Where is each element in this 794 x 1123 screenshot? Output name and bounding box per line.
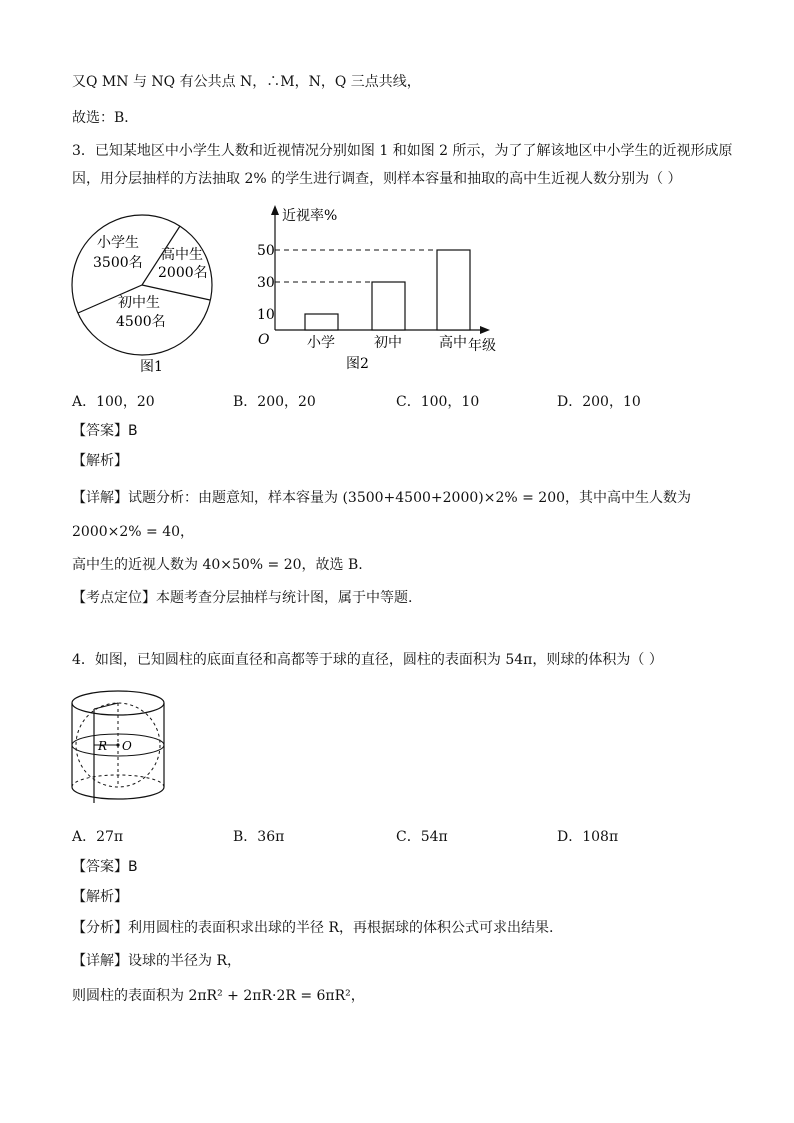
x-axis-label: 年级: [468, 338, 496, 354]
q4-stem: 4．如图，已知圆柱的底面直径和高都等于球的直径，圆柱的表面积为 54π，则球的体积为（ ）: [72, 652, 663, 668]
q3-stem-line2: 因，用分层抽样的方法抽取 2% 的学生进行调查，则样本容量和抽取的高中生近视人数分别为（ ）: [72, 171, 682, 187]
q4-detail-line2: 则圆柱的表面积为 2πR² + 2πR·2R = 6πR²，: [72, 988, 365, 1004]
figure-2-caption: 图2: [346, 356, 369, 372]
q3-kaodian: 【考点定位】本题考查分层抽样与统计图，属于中等题.: [72, 590, 413, 606]
q3-detail-line1: 【详解】试题分析：由题意知，样本容量为 (3500+4500+2000)×2% = 200，其中高中生人数为: [72, 490, 692, 506]
y-tick-label: 50: [257, 243, 275, 259]
bar: [372, 282, 405, 330]
q4-analysis-label: 【解析】: [72, 889, 128, 905]
q4-option-d: D．108π: [557, 829, 619, 845]
pie-value-middle: 4500名: [116, 314, 166, 330]
q4-option-b: B．36π: [233, 829, 285, 845]
q4-option-c: C．54π: [396, 829, 448, 845]
q4-analysis: 【分析】利用圆柱的表面积求出球的半径 R，再根据球的体积公式可求出结果.: [72, 920, 554, 936]
q3-detail-line3: 高中生的近视人数为 40×50% = 20，故选 B.: [72, 557, 363, 573]
y-tick-label: 30: [257, 275, 275, 291]
q3-answer: 【答案】B: [72, 423, 138, 439]
figure-1-pie: [70, 205, 220, 380]
origin-label: O: [258, 332, 270, 348]
x-tick-label: 初中: [374, 335, 402, 351]
q4-option-a: A．27π: [72, 829, 124, 845]
prev-choose: 故选：B．: [72, 110, 139, 126]
q3-option-d: D．200，10: [557, 394, 641, 410]
q4-answer: 【答案】B: [72, 859, 138, 875]
q3-stem-line1: 3．已知某地区中小学生人数和近视情况分别如图 1 和如图 2 所示，为了了解该地区中小学生的近视形成原: [72, 143, 733, 159]
y-axis-label: 近视率%: [282, 208, 338, 224]
q3-option-a: A．100，20: [72, 394, 155, 410]
figure-2-bar-chart: [250, 200, 510, 380]
x-tick-label: 高中: [439, 335, 467, 351]
pie-label-high: 高中生: [161, 247, 203, 263]
bar: [305, 314, 338, 330]
pie-value-primary: 3500名: [93, 255, 143, 271]
q3-option-c: C．100，10: [396, 394, 480, 410]
pie-label-middle: 初中生: [118, 295, 160, 311]
bar: [437, 250, 470, 330]
center-label: O: [122, 739, 132, 753]
q3-analysis-label: 【解析】: [72, 453, 128, 469]
prev-line: 又Q MN 与 NQ 有公共点 N，∴M，N，Q 三点共线，: [72, 74, 421, 90]
y-tick-label: 10: [257, 307, 275, 323]
q3-detail-line2: 2000×2% = 40，: [72, 524, 195, 540]
pie-value-high: 2000名: [158, 265, 208, 281]
pie-label-primary: 小学生: [97, 235, 139, 251]
radius-label: R: [98, 739, 108, 753]
q3-option-b: B．200，20: [233, 394, 316, 410]
figure-1-caption: 图1: [140, 359, 163, 375]
x-tick-label: 小学: [307, 335, 335, 351]
figure-cylinder-sphere: [66, 685, 176, 810]
q4-detail-line1: 【详解】设球的半径为 R，: [72, 953, 241, 969]
